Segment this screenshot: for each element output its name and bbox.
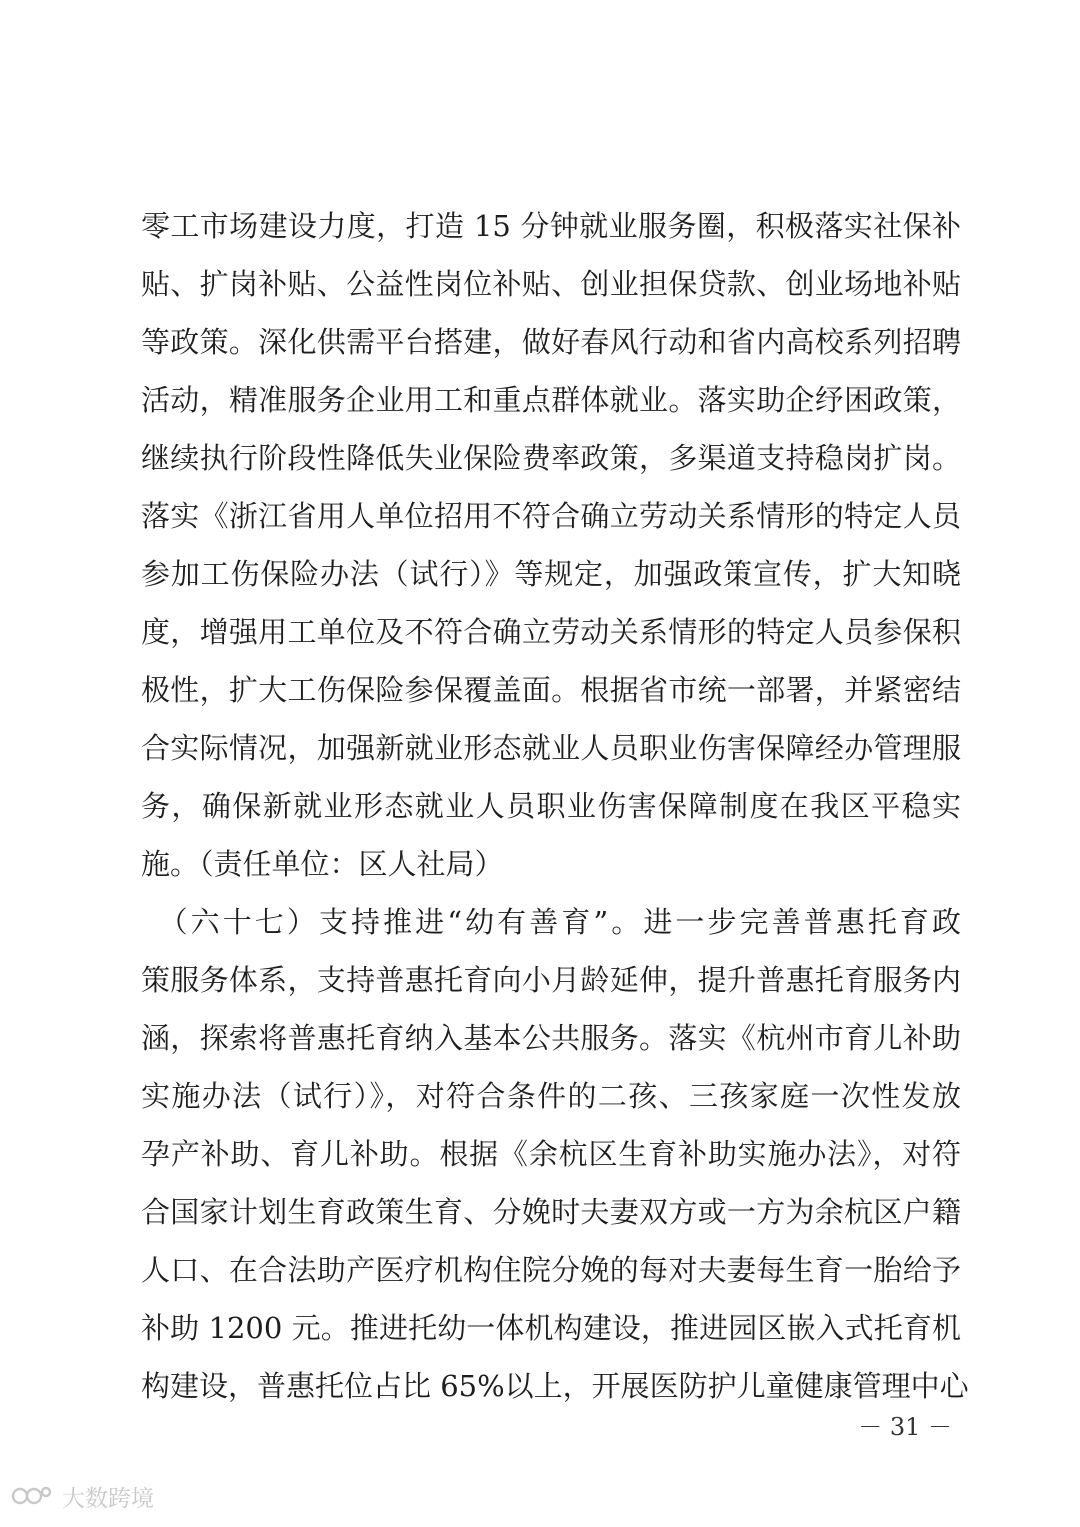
text-line: 实施办法（试行）》，对符合条件的二孩、三孩家庭一次性发放 <box>141 1079 961 1113</box>
text-line: 合国家计划生育政策生育、分娩时夫妻双方或一方为余杭区户籍 <box>141 1195 961 1229</box>
text-line: 策服务体系，支持普惠托育向小月龄延伸，提升普惠托育服务内 <box>141 963 961 997</box>
text-line: 继续执行阶段性降低失业保险费率政策，多渠道支持稳岗扩岗。 <box>141 441 961 475</box>
watermark-text: 大数跨境 <box>62 1485 154 1512</box>
text-line: 务，确保新就业形态就业人员职业伤害保障制度在我区平稳实 <box>141 789 961 823</box>
text-line: 等政策。深化供需平台搭建，做好春风行动和省内高校系列招聘 <box>141 325 961 359</box>
text-line: （六十七）支持推进“幼有善育”。进一步完善普惠托育政 <box>141 905 961 939</box>
text-line: 度，增强用工单位及不符合确立劳动关系情形的特定人员参保积 <box>141 615 961 649</box>
text-line: 落实《浙江省用人单位招用不符合确立劳动关系情形的特定人员 <box>141 499 961 533</box>
text-line: 活动，精准服务企业用工和重点群体就业。落实助企纾困政策， <box>141 383 961 417</box>
page-number: － 31 － <box>858 1413 952 1441</box>
text-line: 零工市场建设力度，打造 15 分钟就业服务圈，积极落实社保补 <box>141 209 961 243</box>
watermark <box>10 1478 154 1514</box>
text-line: 合实际情况，加强新就业形态就业人员职业伤害保障经办管理服 <box>141 731 961 765</box>
text-line: 构建设，普惠托位占比 65%以上，开展医防护儿童健康管理中心 <box>141 1369 969 1403</box>
text-line: 孕产补助、育儿补助。根据《余杭区生育补助实施办法》，对符 <box>141 1137 961 1171</box>
brand-logo-icon <box>10 1481 54 1511</box>
text-line: 涵，探索将普惠托育纳入基本公共服务。落实《杭州市育儿补助 <box>141 1021 961 1055</box>
text-line: 补助 1200 元。推进托幼一体机构建设，推进园区嵌入式托育机 <box>141 1311 961 1345</box>
text-line: 贴、扩岗补贴、公益性岗位补贴、创业担保贷款、创业场地补贴 <box>141 267 961 301</box>
text-line: 极性，扩大工伤保险参保覆盖面。根据省市统一部署，并紧密结 <box>141 673 961 707</box>
body-text <box>141 197 969 1415</box>
text-line: 参加工伤保险办法（试行）》等规定，加强政策宣传，扩大知晓 <box>141 557 961 591</box>
text-line: 人口、在合法助产医疗机构住院分娩的每对夫妻每生育一胎给予 <box>141 1253 961 1287</box>
text-line: 施。（责任单位：区人社局） <box>141 847 504 881</box>
